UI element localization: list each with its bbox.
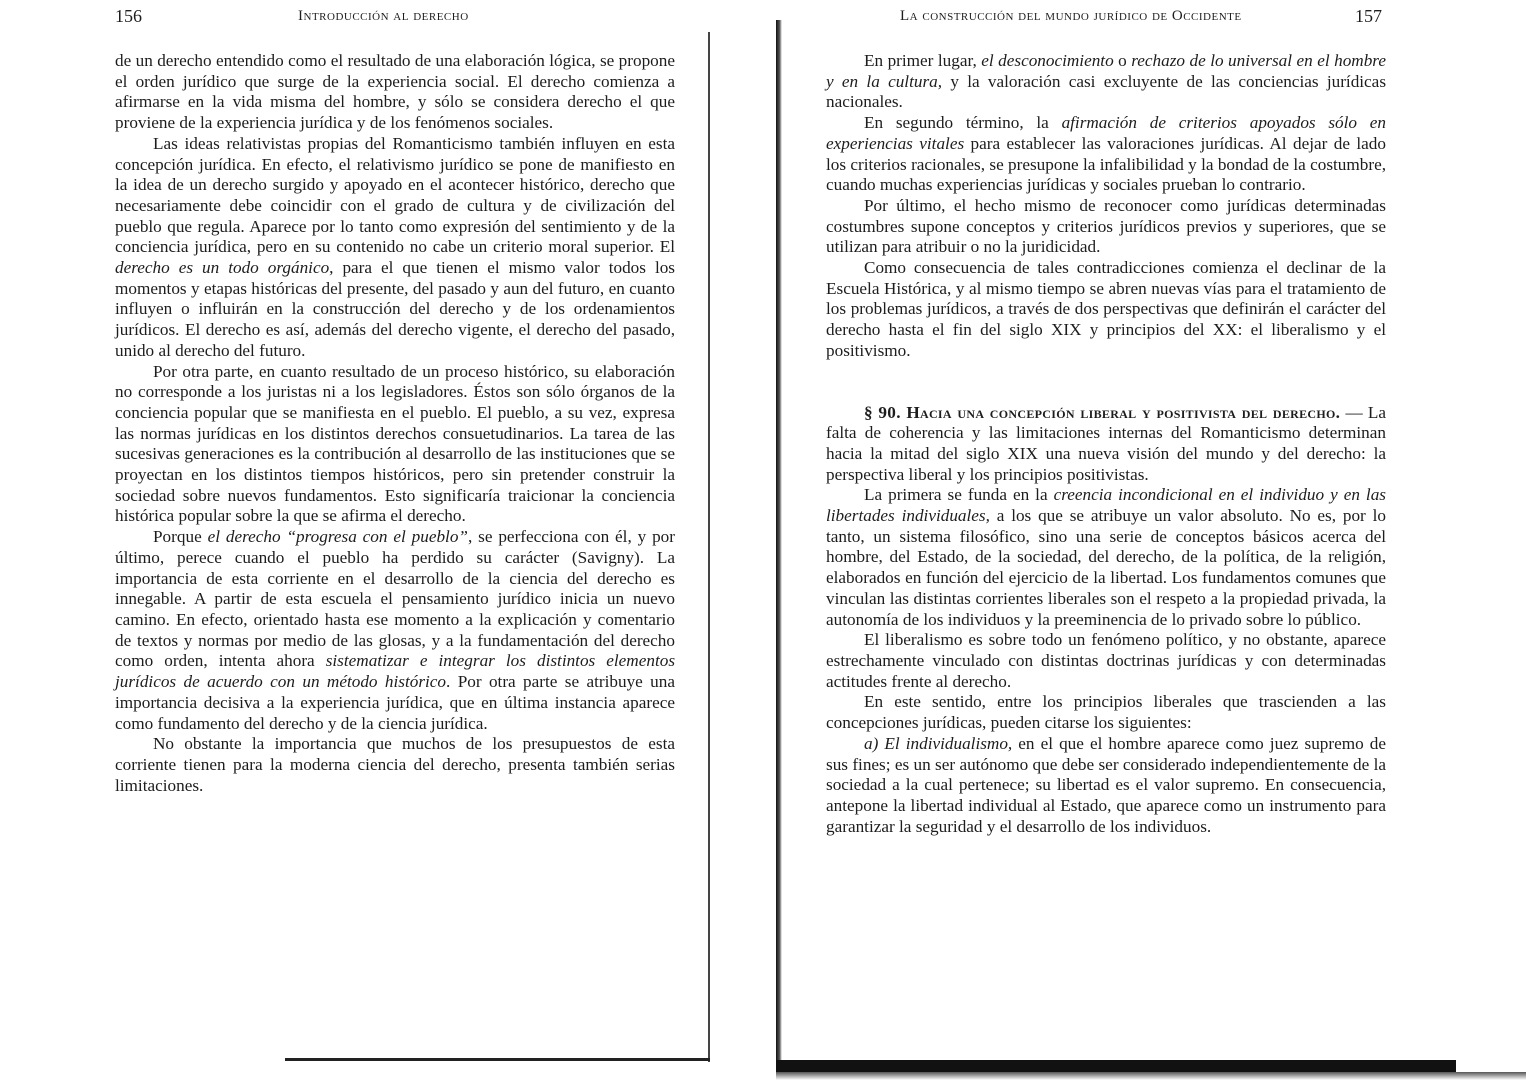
right-page [770, 0, 1526, 1080]
paragraph: En primer lugar, el desconocimiento o rechazo de lo universal en el hombre y en la cultura, y la valoración casi excluyente de las conciencias jurídicas nacionales. [826, 51, 1387, 112]
section-paragraph: § 90. Hacia una concepción liberal y positivista del derecho. — La falta de coherencia y las limitaciones internas del Romanticismo determinan hacia la mitad del siglo XIX una nueva visión del mundo y del derecho: la perspectiva liberal y los principios positivistas. [826, 402, 1386, 484]
gutter-rule [708, 32, 710, 1062]
page-bottom-edge [776, 1060, 1456, 1072]
paragraph: Como consecuencia de tales contradicciones comienza el declinar de la Escuela Histórica, y al mismo tiempo se abren nuevas vías para el tratamiento de los problemas jurídicos, a través de dos perspectivas que definirán el carácter del derecho hasta el fin del siglo XIX y principios del XX: el liberalismo y el positivismo. [826, 258, 1386, 360]
paragraph: a) El individualismo, en el que el hombre aparece como juez supremo de sus fines; es un ser autónomo que debe ser considerado independientemente de la sociedad a la cual pertenece; su libertad es el valor supremo. En consecuencia, antepone la libertad individual al Estado, que aparece como un instrumento para garantizar la seguridad y el desarrollo de los individuos. [826, 733, 1386, 836]
paragraph: de un derecho entendido como el resultado de una elaboración lógica, se propone el orden jurídico que surge de la experiencia social. El derecho comienza a afirmarse en la vida misma del hombre, y sólo se considera derecho el que proviene de la experiencia jurídica y de los fenómenos sociales. [115, 51, 675, 133]
left-page-number: 156 [115, 6, 142, 26]
right-body-text [826, 51, 1386, 837]
paragraph: Porque el derecho “progresa con el pueblo”, se perfecciona con él, y por último, perece cuando el pueblo ha perdido su carácter (Savigny). La importancia de esta corriente en el desarrollo de la ciencia del derecho es innegable. A partir de esta escuela el pensamiento jurídico inicia un nuevo camino. En efecto, orientado hasta ese momento a la explicación y comentario de textos y normas por medio de las glosas, y a la fundamentación del derecho como orden, intenta ahora sistematizar e integrar los distintos elementos jurídicos de acuerdo con un método histórico. Por otra parte se atribuye una importancia decisiva a la experiencia jurídica, que en última instancia aparece como fundamento del derecho y de la ciencia jurídica. [115, 527, 676, 733]
page-bottom-shadow [776, 1072, 1526, 1080]
paragraph: Las ideas relativistas propias del Romanticismo también influyen en esta concepción jurídica. En efecto, el relativismo jurídico se pone de manifiesto en la idea de un derecho surgido y apoyado en el acontecer histórico, derecho que necesariamente debe coincidir con el grado de cultura y de civilización del pueblo que regula. Aparece por lo tanto como expresión del sentimiento y de la conciencia jurídica, pero en su contenido no cabe un criterio moral superior. El derecho es un todo orgánico, para el que tienen el mismo valor todos los momentos y etapas históricas del presente, del pasado y aun del futuro, en cuanto influyen o influirán en la construcción del derecho y de los ordenamientos jurídicos. El derecho es así, además del derecho vigente, el derecho del pasado, unido al derecho del futuro. [115, 133, 676, 360]
left-body-text [115, 51, 675, 796]
right-page-number: 157 [1355, 6, 1382, 26]
left-page [0, 0, 740, 1080]
page-bottom-edge [285, 1058, 710, 1061]
paragraph: No obstante la importancia que muchos de los presupuestos de esta corriente tienen para la moderna ciencia del derecho, presenta también serias limitaciones. [115, 734, 675, 795]
paragraph: Por último, el hecho mismo de reconocer como jurídicas determinadas costumbres supone conceptos y criterios jurídicos previos y superiores, que se utilizan para atribuir o no la juridicidad. [826, 195, 1386, 257]
paragraph: El liberalismo es sobre todo un fenómeno político, y no obstante, aparece estrechamente vinculado con distintas doctrinas jurídicas y con determinadas actitudes frente al derecho. [826, 630, 1386, 691]
paragraph: En este sentido, entre los principios liberales que trascienden a las concepciones jurídicas, pueden citarse los siguientes: [826, 692, 1386, 733]
paragraph: En segundo término, la afirmación de criterios apoyados sólo en experiencias vitales para establecer las valoraciones jurídicas. Al dejar de lado los criterios racionales, se presupone la infalibilidad y la bondad de la costumbre, cuando muchas experiencias jurídicas y sociales prueban lo contrario. [826, 113, 1386, 195]
paragraph: La primera se funda en la creencia incondicional en el individuo y en las libertades individuales, a los que se atribuye un valor absoluto. No es, por lo tanto, un sistema filosófico, sino una serie de conceptos básicos acerca del hombre, del Estado, de la sociedad, del derecho, de la política, de la religión, elaborados en función del ejercicio de la libertad. Los fundamentos comunes que vinculan las distintas corrientes liberales son el respeto a la propiedad privada, la autonomía de los individuos y la preeminencia de lo privado sobre lo público. [826, 485, 1386, 629]
left-running-header: Introducción al derecho [298, 8, 469, 24]
right-running-header: La construcción del mundo jurídico de Occidente [900, 8, 1242, 24]
section-heading: § 90. Hacia una concepción liberal y positivista del derecho. [864, 402, 1341, 422]
paragraph: Por otra parte, en cuanto resultado de un proceso histórico, su elaboración no corresponde a los juristas ni a los legisladores. Éstos son sólo órganos de la conciencia popular que se manifiesta en el pueblo. El pueblo, a su vez, expresa las normas jurídicas en los distintos derechos consuetudinarios. La tarea de las sucesivas generaciones es la contribución al desarrollo de las instituciones que se proyectan en los distintos tiempos históricos, pero sin pretender construir la sociedad sobre nuevos fundamentos. Esto significaría traicionar la conciencia histórica popular sobre la que se afirma el derecho. [115, 361, 675, 526]
